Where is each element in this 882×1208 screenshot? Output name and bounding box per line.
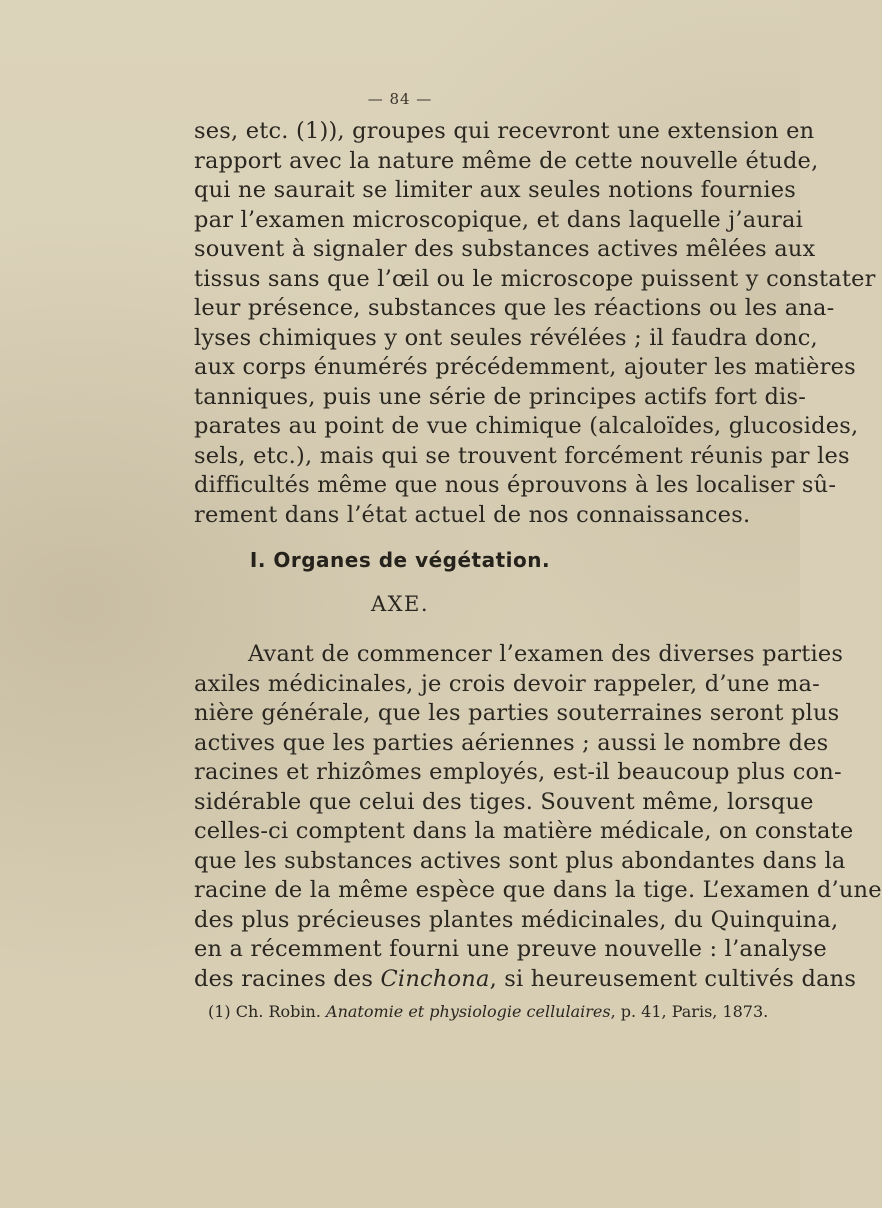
- text-line: Avant de commencer l’examen des diverses parties: [248, 641, 844, 667]
- text-line: axiles médicinales, je crois devoir rappeler, d’une ma-: [194, 670, 820, 697]
- text-line: ses, etc. (1)), groupes qui recevront une extension en: [194, 118, 815, 144]
- text-line: racines et rhizômes employés, est-il beaucoup plus con-: [194, 759, 842, 785]
- text-line: celles-ci comptent dans la matière médicale, on constate: [194, 818, 854, 844]
- section-heading: I. Organes de végétation.: [249, 548, 551, 572]
- text-line: leur présence, substances que les réactions ou les ana-: [194, 295, 835, 321]
- text-line: que les substances actives sont plus abondantes dans la: [194, 847, 846, 874]
- text-line: sels, etc.), mais qui se trouvent forcément réunis par les: [194, 442, 850, 469]
- text-line: tissus sans que l’œil ou le microscope puissent y constater: [194, 265, 876, 292]
- text-line: difficultés même que nous éprouvons à les localiser sû-: [194, 472, 837, 498]
- text-line: sidérable que celui des tiges. Souvent même, lorsque: [194, 788, 814, 815]
- footnote-marker: (1): [208, 1002, 231, 1021]
- text-line: lyses chimiques y ont seules révélées ; il faudra donc,: [194, 324, 818, 351]
- text-line-last: [194, 965, 857, 995]
- footnote: [208, 1002, 769, 1021]
- text-line: rement dans l’état actuel de nos connaissances.: [194, 501, 751, 528]
- footnote-title: Anatomie et physiologie cellulaires: [326, 1002, 611, 1021]
- text-line: aux corps énumérés précédemment, ajouter les matières: [194, 354, 856, 380]
- text-line: qui ne saurait se limiter aux seules notions fournies: [194, 177, 797, 203]
- text-line: par l’examen microscopique, et dans laquelle j’aurai: [194, 206, 804, 233]
- text-line: actives que les parties aériennes ; aussi le nombre des: [194, 729, 829, 756]
- footnote-author: Ch. Robin.: [235, 1002, 321, 1021]
- text-line: souvent à signaler des substances actives mêlées aux: [194, 236, 816, 262]
- text-line: des plus précieuses plantes médicinales, du Quinquina,: [194, 906, 839, 933]
- subsection-heading: AXE.: [370, 592, 430, 616]
- italic-genus-name: Cinchona: [380, 965, 490, 992]
- page-number: — 84 —: [367, 90, 433, 108]
- paragraph-axe: [194, 640, 882, 994]
- text-line: rapport avec la nature même de cette nouvelle étude,: [194, 147, 819, 174]
- text-segment: , si heureusement cultivés dans: [489, 965, 857, 992]
- text-segment: des racines des: [194, 965, 381, 992]
- text-line: racine de la même espèce que dans la tige. L’examen d’une: [194, 877, 882, 903]
- paragraph-intro: [194, 117, 876, 530]
- text-line: nière générale, que les parties souterraines seront plus: [194, 700, 840, 726]
- text-line: tanniques, puis une série de principes actifs fort dis-: [194, 383, 806, 410]
- text-line: en a récemment fourni une preuve nouvelle : l’analyse: [194, 936, 827, 962]
- footnote-citation: , p. 41, Paris, 1873.: [610, 1002, 769, 1021]
- text-line: parates au point de vue chimique (alcaloïdes, glucosides,: [194, 413, 859, 439]
